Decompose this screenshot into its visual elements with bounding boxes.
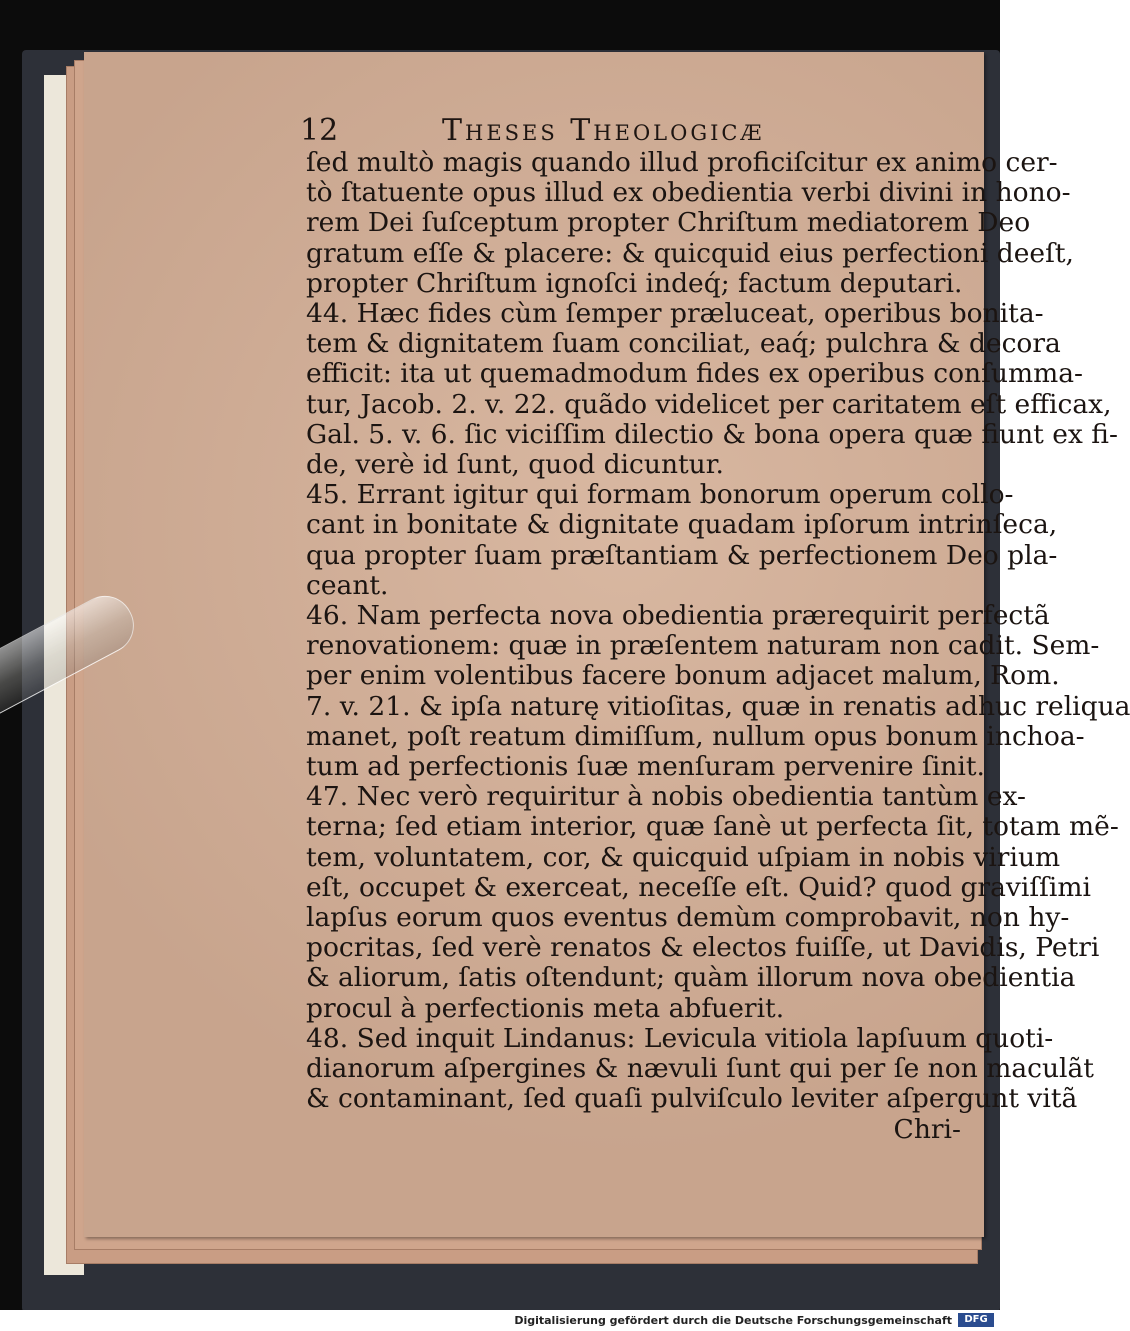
text-line: & contaminant, ſed quaſi pulviſculo leviter aſpergunt vitã [306, 1083, 1078, 1115]
text-line: lapſus eorum quos eventus demùm comprobavit, non hy- [306, 902, 1070, 934]
funding-note: Digitalisierung gefördert durch die Deutsche Forschungsgemeinschaft [514, 1314, 952, 1327]
text-line: renovationem: quæ in præſentem naturam non cadit. Sem- [306, 630, 1100, 662]
text-line: Gal. 5. v. 6. ſic viciſſim dilectio & bona opera quæ fiunt ex fi- [306, 418, 1118, 450]
page-number: 12 [300, 113, 339, 148]
text-line: gratum eſſe & placere: & quicquid eius perfectioni deeſt, [306, 237, 1074, 269]
text-line: 45. Errant igitur qui formam bonorum operum collo- [306, 479, 1014, 511]
text-line: procul à perfectionis meta abfuerit. [306, 992, 785, 1024]
text-line: rem Dei ſuſceptum propter Chriſtum mediatorem Deo [306, 207, 1031, 239]
text-line: 44. Hæc fides cùm ſemper præluceat, operibus bonita- [306, 298, 1044, 330]
dfg-logo: DFG [958, 1313, 994, 1327]
text-line: tum ad perfectionis ſuæ menſuram pervenire ſinit. [306, 751, 985, 783]
text-line: dianorum aſpergines & nævuli ſunt qui per ſe non maculãt [306, 1053, 1094, 1085]
text-line: 7. v. 21. & ipſa naturę vitioſitas, quæ in renatis adhuc reliqua [306, 690, 1130, 722]
running-head [300, 107, 860, 147]
text-line: & aliorum, ſatis oſtendunt; quàm illorum nova obedientia [306, 962, 1076, 994]
text-line: per enim volentibus facere bonum adjacet malum, Rom. [306, 660, 1060, 692]
text-line: tur, Jacob. 2. v. 22. quãdo videlicet per caritatem eſt efficax, [306, 388, 1112, 420]
text-line: 46. Nam perfecta nova obedientia prærequirit perfectã [306, 600, 1050, 632]
text-line: tò ſtatuente opus illud ex obedientia verbi divini in hono- [306, 177, 1071, 209]
text-line: cant in bonitate & dignitate quadam ipſorum intrinſeca, [306, 509, 1058, 541]
text-line: 47. Nec verò requiritur à nobis obedientia tantùm ex- [306, 781, 1026, 813]
text-line: tem, voluntatem, cor, & quicquid uſpiam in nobis virium [306, 841, 1061, 873]
text-line: ſed multò magis quando illud proficiſcitur ex animo cer- [306, 147, 1058, 178]
text-line: terna; ſed etiam interior, quæ ſanè ut perfecta ſit, totam mẽ- [306, 811, 1119, 843]
text-line: efficit: ita ut quemadmodum fides ex operibus conſumma- [306, 358, 1084, 390]
text-line: qua propter ſuam præſtantiam & perfectionem Deo pla- [306, 539, 1058, 571]
catchword: Chri- [893, 1113, 961, 1145]
text-line: propter Chriſtum ignoſci indeq́; factum deputari. [306, 267, 963, 299]
running-head-title: Theses Theologicæ [442, 113, 765, 148]
text-line: manet, poſt reatum dimiſſum, nullum opus bonum inchoa- [306, 720, 1085, 752]
text-line: eſt, occupet & exerceat, neceſſe eſt. Quid? quod graviſſimi [306, 871, 1092, 903]
text-line: de, verè id ſunt, quod dicuntur. [306, 449, 724, 481]
text-line: tem & dignitatem ſuam conciliat, eaq́; pulchra & decora [306, 328, 1061, 360]
text-line: pocritas, ſed verè renatos & electos fuiſſe, ut Davidis, Petri [306, 932, 1100, 964]
funding-footer [0, 1310, 1000, 1331]
text-line: ceant. [306, 569, 389, 601]
body-text [306, 147, 1130, 1145]
text-line: 48. Sed inquit Lindanus: Levicula vitiola lapſuum quoti- [306, 1022, 1054, 1054]
